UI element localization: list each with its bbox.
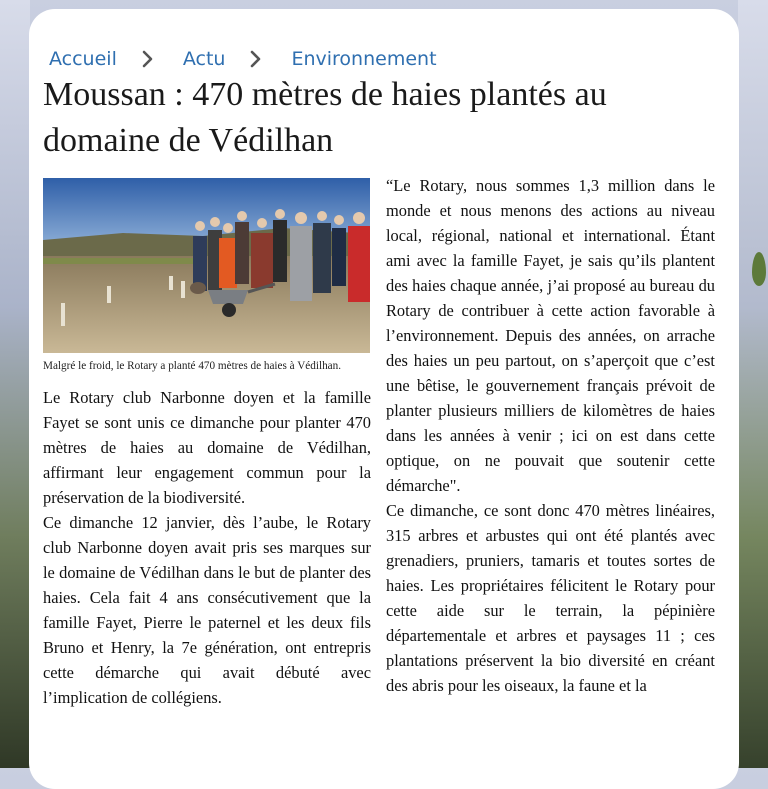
breadcrumb-actu-link[interactable]: Actu — [182, 48, 226, 70]
article-paragraph: Ce dimanche, ce sont donc 470 mètres linéaires, 315 arbres et arbustes qui ont été plantés avec grenadiers, pruniers, tamaris et toutes sortes de haies. Les propriétaires félicitent le Rotary pour cette aide sur le terrain, la pépinière départementale et arbres et paysages 11 ; ces plantations préservent la bio diversité en créant des abris pour les oiseaux, la faune et la — [386, 501, 715, 695]
background-left-edge — [0, 0, 30, 768]
article-paragraph: Ce dimanche 12 janvier, dès l’aube, le Rotary club Narbonne doyen avait pris ses marques sur le domaine de Védilhan dans le but de planter des haies. Cela fait 4 ans consécutivement que la famille Fayet, Pierre le paternel et les deux fils Bruno et Henry, la 7e génération, ont entrepris cette démarche qui avait débuté avec l’implication de collégiens. — [43, 513, 371, 707]
article-title: Moussan : 470 mètres de haies plantés au domaine de Védilhan — [43, 76, 607, 159]
leaf-decoration — [752, 252, 766, 286]
chevron-right-icon — [137, 46, 159, 72]
article-photo[interactable] — [43, 178, 370, 353]
article-body-left-column — [43, 385, 371, 710]
photo-caption: Malgré le froid, le Rotary a planté 470 mètres de haies à Védilhan. — [43, 360, 342, 372]
article-quote-paragraph: “Le Rotary, nous sommes 1,3 million dans le monde et nous menons des actions au niveau local, régional, national et international. Étant ami avec la famille Fayet, je sais qu’ils plantent des haies chaque année, j’ai proposé au bureau du Rotary de contribuer à cette action favorable à l’environnement. Depuis des années, on arrache des haies un peu partout, on s’aperçoit que c’est une bêtise, le gouvernement français prévoit de planter plusieurs milliers de kilomètres de haies dans les années à venir ; ici on est dans cette optique, on ne pouvait que soutenir cette démarche". — [386, 176, 715, 495]
breadcrumb — [49, 46, 437, 72]
article-paragraph: Le Rotary club Narbonne doyen et la famille Fayet se sont unis ce dimanche pour planter 470 mètres de haies au domaine de Védilhan, affirmant leur engagement commun pour la préservation de la biodiversité. — [43, 388, 371, 507]
chevron-right-icon — [245, 46, 267, 72]
article-body-right-column — [386, 173, 715, 698]
background-right-edge — [738, 0, 768, 768]
breadcrumb-environnement-link[interactable]: Environnement — [291, 48, 437, 70]
breadcrumb-home-link[interactable]: Accueil — [49, 48, 117, 70]
